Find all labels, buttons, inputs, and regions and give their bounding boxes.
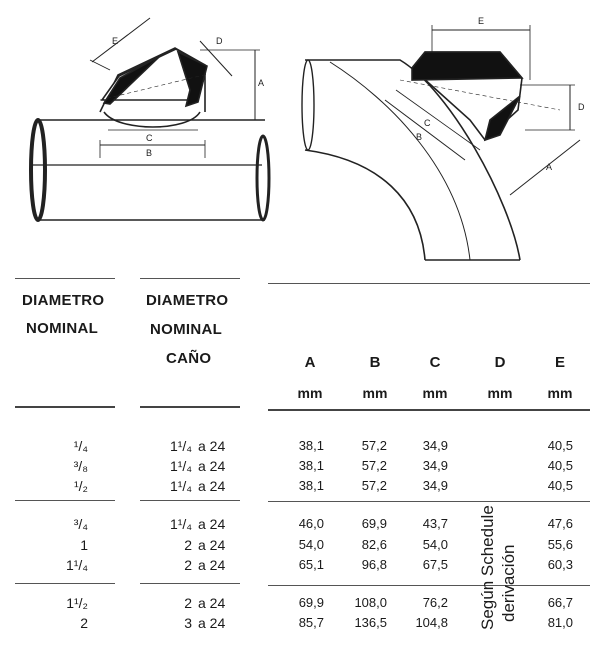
cell-a: 65,1 <box>298 557 324 572</box>
cell-nominal: ¹/₄ <box>73 438 88 454</box>
cell-a: 85,7 <box>298 615 324 630</box>
cell-cano-range: a 24 <box>198 537 226 553</box>
cell-b: 96,8 <box>361 557 387 572</box>
cell-e: 66,7 <box>547 595 573 610</box>
cell-a: 69,9 <box>298 595 324 610</box>
header-col2-line3: CAÑO <box>166 350 212 367</box>
rule-top-col2 <box>140 278 240 279</box>
cell-cano-from: 1¹/₄ <box>169 458 192 474</box>
cell-nominal: 2 <box>80 615 88 631</box>
cell-b: 57,2 <box>361 458 387 473</box>
unit-c: mm <box>422 385 448 401</box>
cell-e: 40,5 <box>547 458 573 473</box>
cell-cano-from: 1¹/₄ <box>169 516 192 532</box>
cell-nominal: ³/₈ <box>73 458 88 474</box>
header-col1-line1: DIAMETRO <box>22 292 105 309</box>
cell-a: 38,1 <box>298 438 324 453</box>
cell-cano-from: 1¹/₄ <box>169 438 192 454</box>
col-header-c: C <box>429 354 441 371</box>
label-c-right: C <box>424 118 431 128</box>
rule-group2-values <box>268 585 590 586</box>
label-d-right: D <box>578 102 585 112</box>
cell-nominal: 1¹/₄ <box>65 557 88 573</box>
cell-cano-range: a 24 <box>198 438 226 454</box>
rule-group2-col1 <box>15 583 115 584</box>
cell-nominal: 1 <box>80 537 88 553</box>
technical-drawings <box>0 0 600 280</box>
d-note-line1: Según Schedule <box>478 505 497 630</box>
label-a-left: A <box>258 78 265 88</box>
cell-cano-range: a 24 <box>198 458 226 474</box>
cell-a: 38,1 <box>298 478 324 493</box>
cell-a: 46,0 <box>298 516 324 531</box>
cell-b: 136,5 <box>354 615 387 630</box>
cell-e: 40,5 <box>547 478 573 493</box>
cell-b: 57,2 <box>361 438 387 453</box>
label-a-right: A <box>546 162 553 172</box>
cell-cano-range: a 24 <box>198 516 226 532</box>
cell-a: 38,1 <box>298 458 324 473</box>
unit-b: mm <box>362 385 388 401</box>
header-col2-line1: DIAMETRO <box>146 292 229 309</box>
cell-c: 34,9 <box>422 458 448 473</box>
cell-e: 60,3 <box>547 557 573 572</box>
cell-c: 76,2 <box>422 595 448 610</box>
cell-c: 67,5 <box>422 557 448 572</box>
label-b-right: B <box>416 132 423 142</box>
cell-cano-from: 1¹/₄ <box>169 478 192 494</box>
label-e-left: E <box>112 36 119 46</box>
cell-a: 54,0 <box>298 537 324 552</box>
cell-b: 57,2 <box>361 478 387 493</box>
header-col1-line2: NOMINAL <box>26 320 99 337</box>
rule-header-col1 <box>15 406 115 408</box>
straight-pipe-drawing <box>31 18 269 220</box>
cell-c: 43,7 <box>422 516 448 531</box>
unit-d: mm <box>487 385 513 401</box>
d-note-line2: derivación <box>499 544 518 622</box>
cell-c: 34,9 <box>422 438 448 453</box>
col-header-d: D <box>494 354 506 371</box>
label-b-left: B <box>146 148 153 158</box>
cell-e: 55,6 <box>547 537 573 552</box>
col-header-a: A <box>304 354 316 371</box>
cell-cano-from: 3 <box>184 615 192 631</box>
cell-cano-from: 2 <box>184 537 192 553</box>
cell-c: 54,0 <box>422 537 448 552</box>
col-header-e: E <box>554 354 565 371</box>
unit-a: mm <box>297 385 323 401</box>
cell-e: 40,5 <box>547 438 573 453</box>
cell-nominal: ³/₄ <box>73 516 88 532</box>
label-d-left: D <box>216 36 223 46</box>
header-col2-line2: NOMINAL <box>150 321 223 338</box>
cell-e: 81,0 <box>547 615 573 630</box>
cell-cano-range: a 24 <box>198 557 226 573</box>
label-e-right: E <box>478 16 485 26</box>
cell-c: 34,9 <box>422 478 448 493</box>
cell-b: 108,0 <box>354 595 387 610</box>
cell-cano-from: 2 <box>184 595 192 611</box>
cell-cano-from: 2 <box>184 557 192 573</box>
label-c-left: C <box>146 133 153 143</box>
rule-group1-values <box>268 501 590 502</box>
col-header-b: B <box>369 354 381 371</box>
rule-top-col1 <box>15 278 115 279</box>
elbow-pipe-drawing <box>302 25 580 260</box>
cell-cano-range: a 24 <box>198 615 226 631</box>
cell-c: 104,8 <box>415 615 448 630</box>
cell-nominal: ¹/₂ <box>74 478 88 494</box>
rule-group1-col2 <box>140 500 240 501</box>
cell-cano-range: a 24 <box>198 478 226 494</box>
cell-b: 69,9 <box>361 516 387 531</box>
rule-top-values <box>268 283 590 284</box>
cell-cano-range: a 24 <box>198 595 226 611</box>
rule-header-values <box>268 409 590 411</box>
rule-group2-col2 <box>140 583 240 584</box>
cell-b: 82,6 <box>361 537 387 552</box>
unit-e: mm <box>547 385 573 401</box>
rule-header-col2 <box>140 406 240 408</box>
cell-nominal: 1¹/₂ <box>66 595 88 611</box>
rule-group1-col1 <box>15 500 115 501</box>
cell-e: 47,6 <box>547 516 573 531</box>
